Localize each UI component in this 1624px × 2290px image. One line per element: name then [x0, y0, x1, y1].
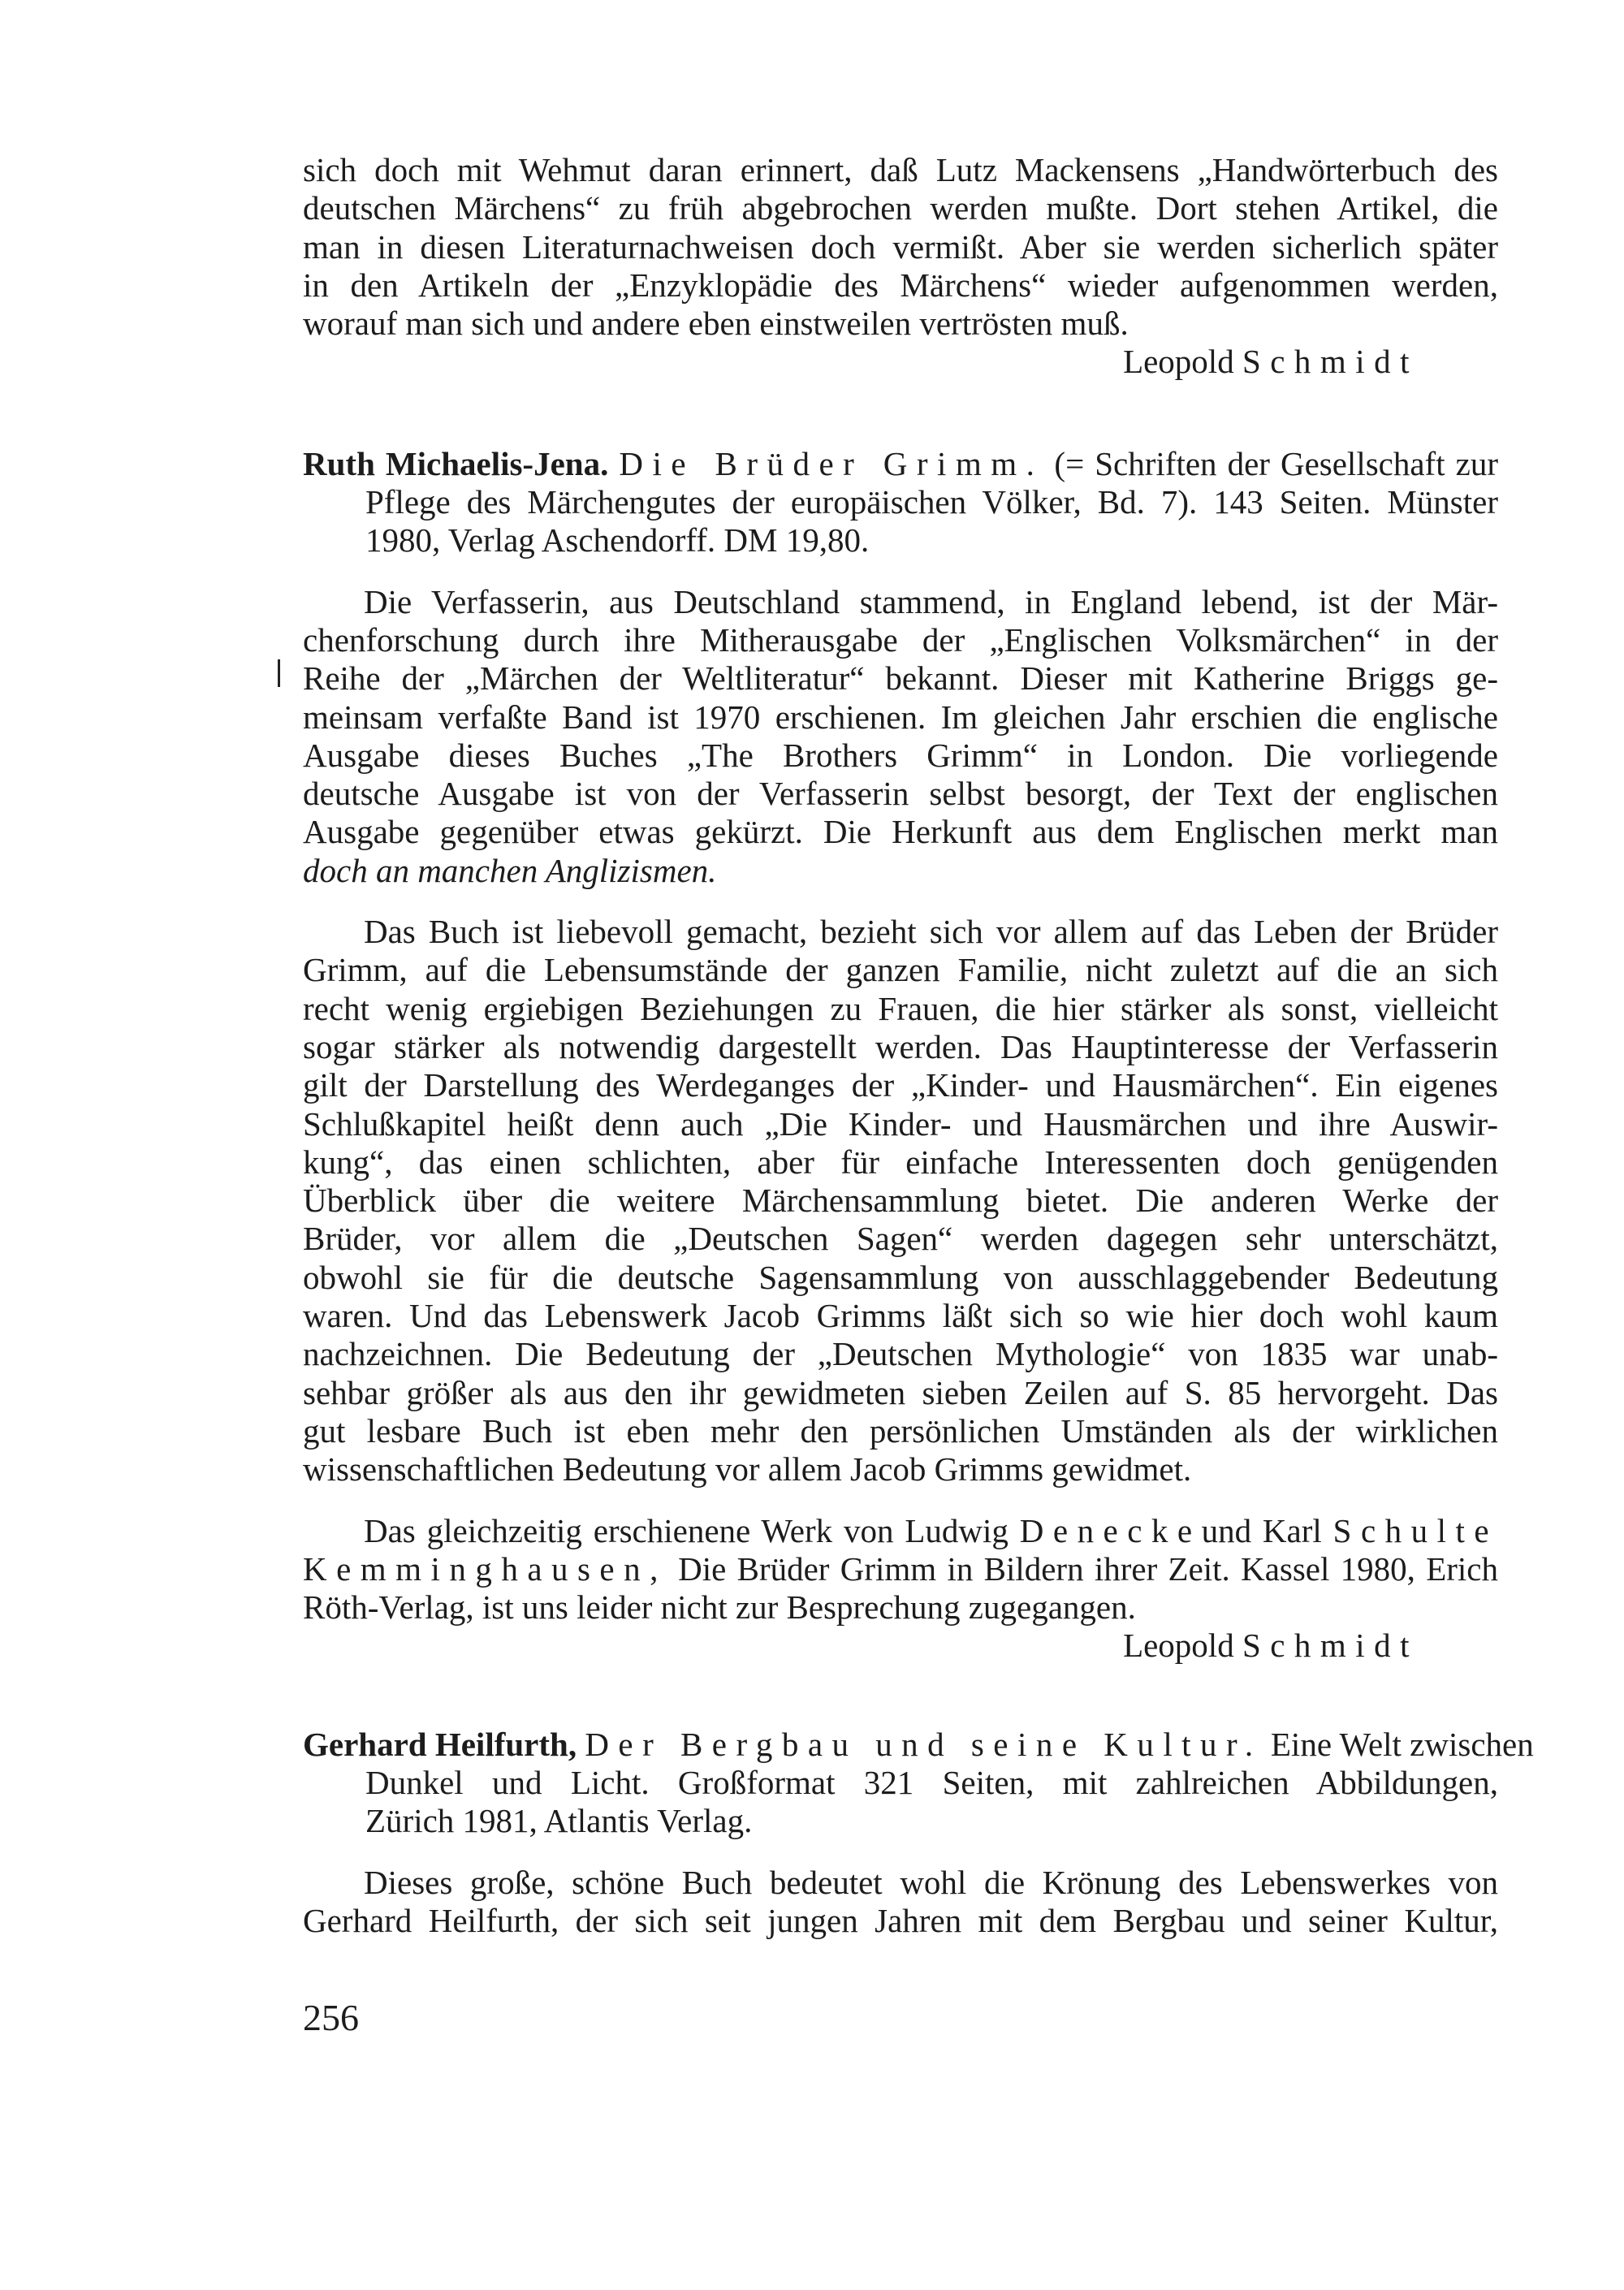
text-line: gut lesbare Buch ist eben mehr den persönlichen Umständen als der wirklichen [303, 1411, 1498, 1450]
text-line: Überblick über die weitere Märchensammlung bietet. Die anderen Werke der [303, 1182, 1498, 1220]
text-line: Ausgabe dieses Buches „The Brothers Grimm“ in London. Die vorliegende [303, 736, 1498, 774]
signature [303, 1627, 1498, 1665]
text-line: doch an manchen Anglizismen. [303, 851, 717, 889]
text-line: Röth-Verlag, ist uns leider nicht zur Besprechung zugegangen. [303, 1588, 1136, 1627]
bibliography-line: Pflege des Märchengutes der europäischen Völker, Bd. 7). 143 Seiten. Münster [365, 483, 1498, 521]
page-content [303, 151, 1534, 1940]
text-line: gilt der Darstellung des Werdeganges der „Kinder- und Hausmärchen“. Ein eigenes [303, 1066, 1498, 1104]
review-author: Ruth Michaelis-Jena. [303, 444, 609, 482]
text-line [303, 1512, 1498, 1550]
text-line: sich doch mit Wehmut daran erinnert, daß Lutz Mackensens „Handwörterbuch des [303, 151, 1498, 188]
text-line: Grimm, auf die Lebensumstände der ganzen Familie, nicht zuletzt auf die an sich [303, 951, 1498, 989]
person-name: Kemminghausen, [303, 1549, 667, 1588]
paragraph [303, 1864, 1498, 1941]
bibliography-text: (= Schriften der Gesellschaft zur [1054, 444, 1498, 482]
text-span: Die Brüder Grimm in Bildern ihrer Zeit. Kassel 1980, Erich [678, 1549, 1498, 1588]
text-line: in den Artikeln der „Enzyklopädie des Märchens“ wieder aufgenommen werden, [303, 266, 1498, 304]
text-line: Reihe der „Märchen der Weltliteratur“ bekannt. Dieser mit Katherine Briggs ge- [303, 659, 1498, 698]
text-line: Das Buch ist liebevoll gemacht, bezieht sich vor allem auf das Leben der Brüder [364, 913, 1498, 951]
review-author: Gerhard Heilfurth, [303, 1725, 577, 1763]
person-name: Schulte [1332, 1511, 1499, 1549]
paragraph [303, 583, 1498, 890]
signature-last: Schmidt [1242, 1627, 1419, 1665]
text-line: deutsche Ausgabe ist von der Verfasserin selbst besorgt, der Text der englischen [303, 775, 1498, 813]
review-title: Der Bergbau und seine Kultur. [585, 1725, 1263, 1763]
page-number: 256 [303, 1997, 359, 2038]
signature [303, 343, 1498, 381]
text-line: man in diesen Literaturnachweisen doch vermißt. Aber sie werden sicherlich später [303, 227, 1498, 266]
review-title: Die Brüder Grimm. [619, 444, 1044, 482]
text-line: wissenschaftlichen Bedeutung vor allem Jacob Grimms gewidmet. [303, 1450, 1192, 1488]
text-line: chenforschung durch ihre Mitherausgabe der „Englischen Volksmärchen“ in der [303, 620, 1498, 659]
bibliography-line [303, 445, 1498, 483]
margin-mark [278, 659, 280, 687]
text-line: Ausgabe gegenüber etwas gekürzt. Die Herkunft aus dem Englischen merkt man [303, 813, 1498, 851]
review-3 [303, 1725, 1534, 1940]
paragraph [303, 1512, 1498, 1627]
text-line: Gerhard Heilfurth, der sich seit jungen Jahren mit dem Bergbau und seiner Kultur, [303, 1901, 1498, 1939]
text-line: Dieses große, schöne Buch bedeutet wohl die Krönung des Lebenswerkes von [364, 1863, 1498, 1901]
text-line: sehbar größer als aus den ihr gewidmeten sieben Zeilen auf S. 85 hervorgeht. Das [303, 1373, 1498, 1411]
bibliography-line: 1980, Verlag Aschendorff. DM 19,80. [365, 521, 870, 560]
text-line: deutschen Märchens“ zu früh abgebrochen werden mußte. Dort stehen Artikel, die [303, 189, 1498, 227]
text-line: nachzeichnen. Die Bedeutung der „Deutschen Mythologie“ von 1835 war unab- [303, 1335, 1498, 1373]
text-line: meinsam verfaßte Band ist 1970 erschienen. Im gleichen Jahr erschien die englische [303, 698, 1498, 736]
text-line: worauf man sich und andere eben einstweilen vertrösten muß. [303, 305, 1129, 343]
signature-last: Schmidt [1242, 343, 1419, 381]
text-line: sogar stärker als notwendig dargestellt werden. Das Hauptinteresse der Verfasserin [303, 1027, 1498, 1065]
bibliography-text: Eine Welt zwischen [1270, 1725, 1534, 1763]
text-line: obwohl sie für die deutsche Sagensammlung von ausschlaggebender Bedeutung [303, 1258, 1498, 1296]
bibliography-line: Zürich 1981, Atlantis Verlag. [365, 1802, 753, 1840]
text-span: und Karl [1201, 1511, 1322, 1549]
text-line: Schlußkapitel heißt denn auch „Die Kinder- und Hausmärchen und ihre Auswir- [303, 1104, 1498, 1143]
text-line: Die Verfasserin, aus Deutschland stammend, in England lebend, ist der Mär- [364, 582, 1498, 620]
text-span: Das gleichzeitig erschienene Werk von Ludwig [364, 1511, 1009, 1549]
text-line: recht wenig ergiebigen Beziehungen zu Frauen, die hier stärker als sonst, vielleicht [303, 989, 1498, 1027]
bibliography-line [303, 1725, 1534, 1764]
review-1 [303, 151, 1498, 382]
text-line: kung“, das einen schlichten, aber für einfache Interessenten doch genügenden [303, 1143, 1498, 1181]
signature-first: Leopold [1123, 1627, 1234, 1665]
paragraph [303, 913, 1498, 1488]
text-line: Brüder, vor allem die „Deutschen Sagen“ werden dagegen sehr unterschätzt, [303, 1220, 1498, 1258]
review-2 [303, 445, 1498, 1666]
signature-first: Leopold [1123, 343, 1234, 381]
person-name: Denecke [1019, 1511, 1202, 1549]
bibliography-line: Dunkel und Licht. Großformat 321 Seiten, mit zahlreichen Abbildungen, [365, 1763, 1498, 1801]
text-line: waren. Und das Lebenswerk Jacob Grimms läßt sich so wie hier doch wohl kaum [303, 1297, 1498, 1335]
text-line [303, 1550, 1498, 1588]
